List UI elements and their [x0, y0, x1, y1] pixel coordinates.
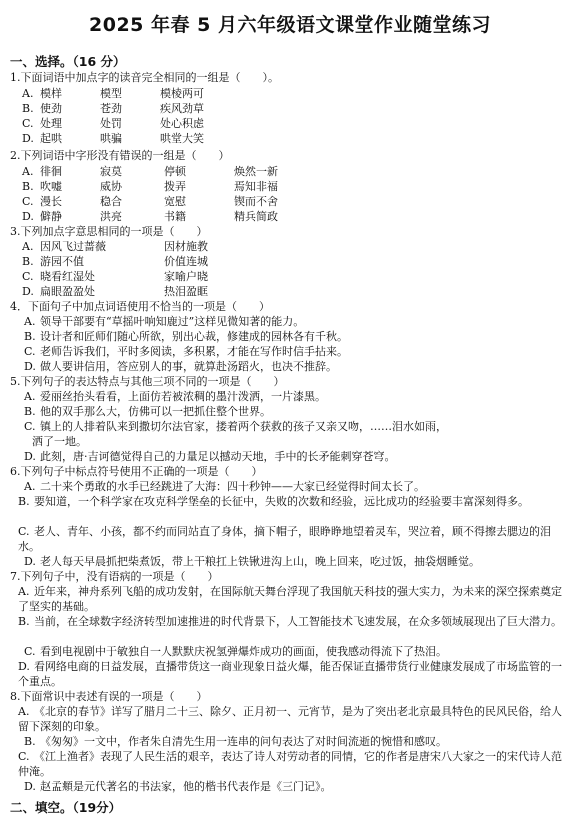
question-8-option-c[interactable]: C. 《江上渔者》表现了人民生活的艰辛，表达了诗人对劳动者的同情，它的作者是唐宋八大家之一的宋代诗人范仲淹。 [18, 750, 562, 778]
question-8-stem: 8.下面常识中表述有误的一项是（ ） [10, 690, 208, 703]
question-6-option-c[interactable]: C. 老人、青年、小孩，都不约而同站直了身体，摘下帽子，眼睁睁地望着灵车，哭泣着，顾不得擦去腮边的泪水。 [18, 525, 551, 553]
question-4-option-d[interactable]: D. 做人要讲信用，答应别人的事，就算赴汤蹈火，也决不推辞。 [24, 360, 337, 373]
page-title: 2025 年春 5 月六年级语文课堂作业随堂练习 [89, 14, 491, 36]
question-6-option-a[interactable]: A. 二十来个勇敢的水手已经跳进了大海：四十秒钟——大家已经觉得时间太长了。 [24, 480, 425, 493]
question-5-stem: 5.下列句子的表达特点与其他三项不同的一项是（ ） [10, 375, 285, 388]
question-6-stem: 6.下列句子中标点符号使用不正确的一项是（ ） [10, 465, 263, 478]
question-2-option-b[interactable]: B. 吹嘘 威协 拨弄 焉知非福 [22, 180, 278, 193]
question-6-option-b[interactable]: B. 要知道，一个科学家在攻克科学堡垒的长征中，失败的次数和经验，远比成功的经验要丰富深刻得多。 [18, 495, 529, 508]
question-2-option-a[interactable]: A. 徘徊 寂莫 停顿 焕然一新 [22, 165, 278, 178]
question-5-option-a[interactable]: A. 爱丽丝抬头看看，上面仿若被浓稠的墨汁泼洒，一片漆黑。 [24, 390, 326, 403]
question-5-option-d[interactable]: D. 此刻，唐·吉诃德觉得自己的力量足以撼动天地，手中的长矛能刺穿苍穹。 [24, 450, 396, 463]
question-4-stem: 4．下面句子中加点词语使用不恰当的一项是（ ） [10, 300, 270, 313]
question-5-option-b[interactable]: B. 他的双手那么大，仿佛可以一把抓住整个世界。 [24, 405, 271, 418]
question-1-option-d[interactable]: D. 起哄 哄骗 哄堂大笑 [22, 132, 204, 145]
question-3-option-b[interactable]: B. 游园不值 价值连城 [22, 255, 208, 268]
question-1-option-a[interactable]: A. 模样 模型 模棱两可 [22, 87, 204, 100]
question-7-option-c[interactable]: C. 看到电视剧中于敏独自一人默默庆祝氢弹爆炸成功的画面，使我感动得流下了热泪。 [24, 645, 447, 658]
section-heading-fill-in: 二、填空。（19分） [10, 800, 122, 815]
question-8-option-b[interactable]: B. 《匆匆》一文中，作者朱自清先生用一连串的问句表达了对时间流逝的惋惜和感叹。 [24, 735, 447, 748]
question-7-option-a[interactable]: A. 近年来，神舟系列飞船的成功发射，在国际航天舞台浮现了我国航天科技的强大实力，为未来的深空探索奠定了坚实的基础。 [18, 585, 562, 613]
question-1-option-c[interactable]: C. 处理 处罚 处心积虑 [22, 117, 204, 130]
question-7-stem: 7.下列句子中，没有语病的一项是（ ） [10, 570, 219, 583]
question-3-option-d[interactable]: D. 扁眼盈盈处 热泪盈眶 [22, 285, 208, 298]
question-1-option-b[interactable]: B. 使劲 苍劲 疾风劲草 [22, 102, 204, 115]
question-2-stem: 2.下列词语中字形没有错误的一组是（ ） [10, 149, 230, 162]
question-5-option-c-continued: 洒了一地。 [32, 435, 87, 448]
question-1-stem: 1.下面词语中加点字的读音完全相同的一组是（ ）。 [10, 71, 279, 84]
question-3-stem: 3.下列加点字意思相同的一项是（ ） [10, 225, 208, 238]
question-5-option-c[interactable]: C. 镇上的人排着队来到撒切尔法官家，搂着两个获救的孩子又亲又吻，……泪水如雨， [24, 420, 447, 433]
question-8-option-a[interactable]: A. 《北京的春节》详写了腊月二十三、除夕、正月初一、元宵节，是为了突出老北京最具特色的民风民俗，给人留下深刻的印象。 [18, 705, 562, 733]
question-4-option-b[interactable]: B. 设计者和匠师们随心所欲，别出心裁，修建成的园林各有千秋。 [24, 330, 348, 343]
question-4-option-a[interactable]: A. 领导干部要有“草摇叶响知鹿过”这样见微知著的能力。 [24, 315, 305, 328]
question-4-option-c[interactable]: C. 老师告诉我们，平时多阅读，多积累，才能在写作时信手拈来。 [24, 345, 348, 358]
question-7-option-d[interactable]: D. 看网络电商的日益发展，直播带货这一商业现象日益火爆，能否保证直播带货行业健康发展成了市场监管的一个重点。 [18, 660, 562, 688]
question-7-option-b[interactable]: B. 当前，在全球数字经济转型加速推进的时代背景下，人工智能技术飞速发展，在众多领域展现出了巨大潜力。 [18, 615, 562, 628]
question-2-option-d[interactable]: D. 僻静 洪亮 书籍 精兵简政 [22, 210, 278, 223]
section-heading-choice: 一、选择。（16 分） [10, 54, 126, 69]
question-3-option-c[interactable]: C. 晓看红湿处 家喻户晓 [22, 270, 208, 283]
question-6-option-d[interactable]: D. 老人每天早晨抓把柴煮饭，带上干粮扛上铁锹进沟上山，晚上回来，吃过饭，抽袋烟睡觉。 [24, 555, 480, 568]
question-8-option-d[interactable]: D. 赵孟頫是元代著名的书法家，他的楷书代表作是《三门记》。 [24, 780, 332, 793]
question-2-option-c[interactable]: C. 漫长 稳合 宽慰 锲而不舍 [22, 195, 278, 208]
question-3-option-a[interactable]: A. 因风飞过蔷薇 因材施教 [22, 240, 208, 253]
